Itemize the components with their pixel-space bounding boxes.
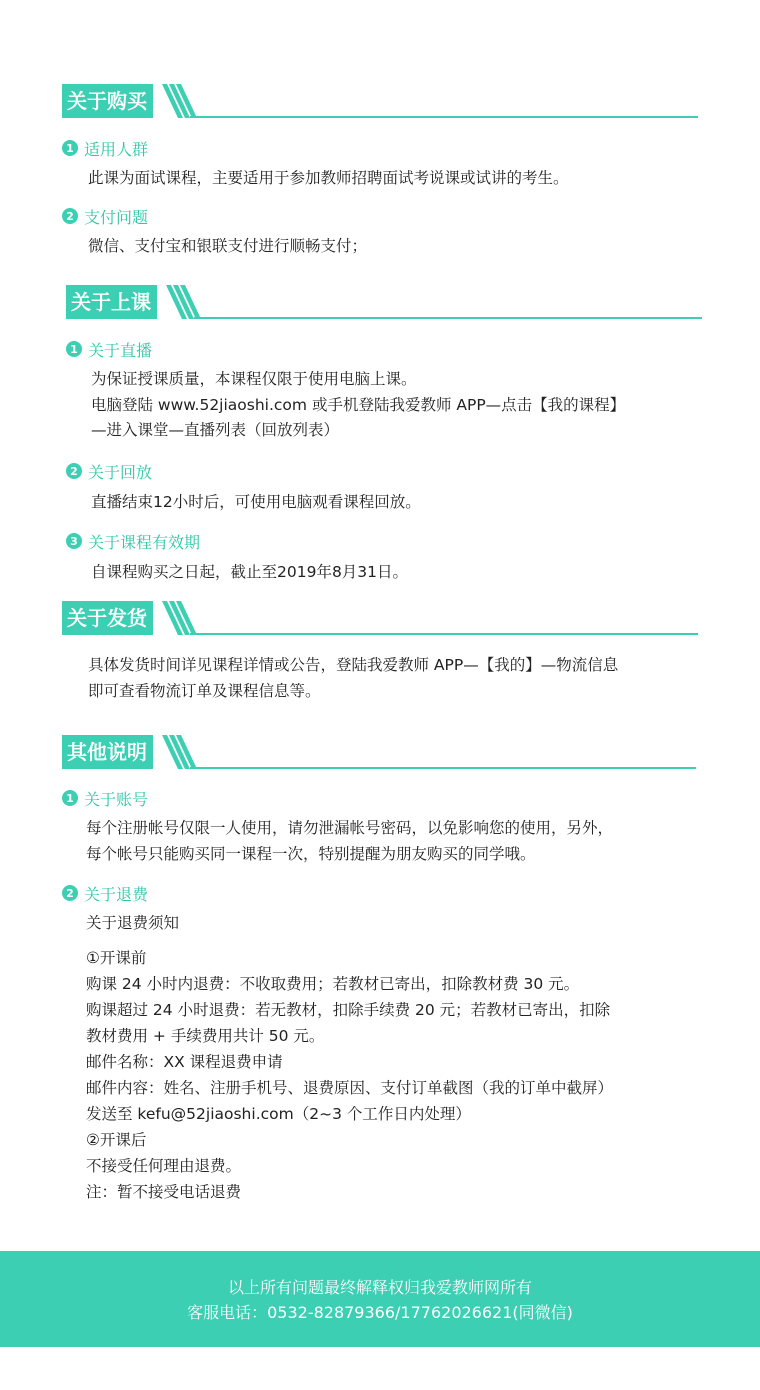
section-header-purchase (62, 84, 698, 118)
subsection-title: 关于账号 (84, 789, 149, 809)
stripes-decoration (158, 84, 198, 118)
paragraph-live (91, 367, 625, 444)
number-badge: 2 (62, 885, 78, 901)
section-rule (190, 116, 698, 118)
text-line: 此课为面试课程，主要适用于参加教师招聘面试考说课或试讲的考生。 (88, 169, 569, 187)
text-line: 自课程购买之日起，截止至2019年8月31日。 (91, 563, 409, 581)
text-line: 购课超过 24 小时退费：若无教材，扣除手续费 20 元；若教材已寄出，扣除 (86, 1001, 611, 1019)
paragraph-payment (88, 234, 367, 260)
footer-disclaimer: 以上所有问题最终解释权归我爱教师网所有 (227, 1278, 532, 1297)
section-rule (194, 317, 702, 319)
paragraph-delivery (88, 653, 618, 704)
number-badge: 3 (66, 533, 82, 549)
section-rule (190, 767, 696, 769)
stripes-decoration (162, 285, 202, 319)
text-line: ①开课前 (86, 949, 147, 967)
text-line: 教材费用 + 手续费用共计 50 元。 (86, 1027, 325, 1045)
text-line: 微信、支付宝和银联支付进行顺畅支付； (88, 237, 368, 255)
text-line: 不接受任何理由退费。 (86, 1157, 242, 1175)
paragraph-validity (91, 560, 408, 586)
paragraph-account (86, 816, 613, 867)
text-line: 为保证授课质量，本课程仅限于使用电脑上课。 (91, 370, 417, 388)
footer-banner (0, 1251, 760, 1347)
section-title: 关于上课 (66, 285, 157, 319)
paragraph-replay (91, 490, 421, 516)
subsection-title: 关于回放 (88, 462, 153, 482)
section-rule (190, 633, 698, 635)
subsection-validity (66, 530, 200, 552)
text-line: 发送至 kefu@52jiaoshi.com（2~3 个工作日内处理） (86, 1105, 471, 1123)
refund-intro (86, 911, 179, 937)
text-line: 邮件内容：姓名、注册手机号、退费原因、支付订单截图（我的订单中截屏） (86, 1079, 614, 1097)
section-title: 关于购买 (62, 84, 153, 118)
section-title: 关于发货 (62, 601, 153, 635)
paragraph-refund (86, 945, 613, 1205)
text-line: 邮件名称：XX 课程退费申请 (86, 1053, 283, 1071)
stripes-decoration (158, 735, 198, 769)
subsection-title: 关于课程有效期 (88, 532, 201, 552)
number-badge: 1 (66, 341, 82, 357)
number-badge: 2 (62, 208, 78, 224)
subsection-title: 支付问题 (84, 207, 149, 227)
text-line: 电脑登陆 www.52jiaoshi.com 或手机登陆我爱教师 APP—点击【我的课程】 (91, 395, 626, 414)
subsection-refund (62, 882, 148, 904)
text-line: 购课 24 小时内退费：不收取费用；若教材已寄出，扣除教材费 30 元。 (86, 975, 580, 993)
paragraph-audience (88, 166, 569, 192)
number-badge: 1 (62, 790, 78, 806)
number-badge: 1 (62, 140, 78, 156)
footer-contact: 客服电话：0532-82879366/17762026621(同微信) (187, 1303, 573, 1322)
section-header-delivery (62, 601, 698, 635)
section-header-other (62, 735, 696, 769)
text-line: 直播结束12小时后，可使用电脑观看课程回放。 (91, 493, 421, 511)
subsection-title: 关于退费 (84, 884, 149, 904)
section-title: 其他说明 (62, 735, 153, 769)
subsection-title: 适用人群 (84, 139, 149, 159)
subsection-replay (66, 460, 152, 482)
section-header-class (66, 285, 702, 319)
subsection-audience (62, 137, 148, 159)
text-line: 具体发货时间详见课程详情或公告，登陆我爱教师 APP—【我的】—物流信息 (88, 656, 619, 674)
number-badge: 2 (66, 463, 82, 479)
text-line: 每个帐号只能购买同一课程一次，特别提醒为朋友购买的同学哦。 (86, 844, 536, 863)
stripes-decoration (158, 601, 198, 635)
subsection-payment (62, 205, 148, 227)
text-line: ②开课后 (86, 1131, 147, 1149)
subsection-live (66, 338, 152, 360)
subsection-account (62, 787, 148, 809)
subsection-title: 关于直播 (88, 340, 153, 360)
text-line: 即可查看物流订单及课程信息等。 (88, 681, 321, 700)
text-line: 关于退费须知 (86, 914, 180, 932)
text-line: 注：暂不接受电话退费 (86, 1183, 242, 1201)
text-line: —进入课堂—直播列表（回放列表） (91, 421, 340, 439)
text-line: 每个注册帐号仅限一人使用，请勿泄漏帐号密码，以免影响您的使用，另外， (86, 819, 614, 837)
